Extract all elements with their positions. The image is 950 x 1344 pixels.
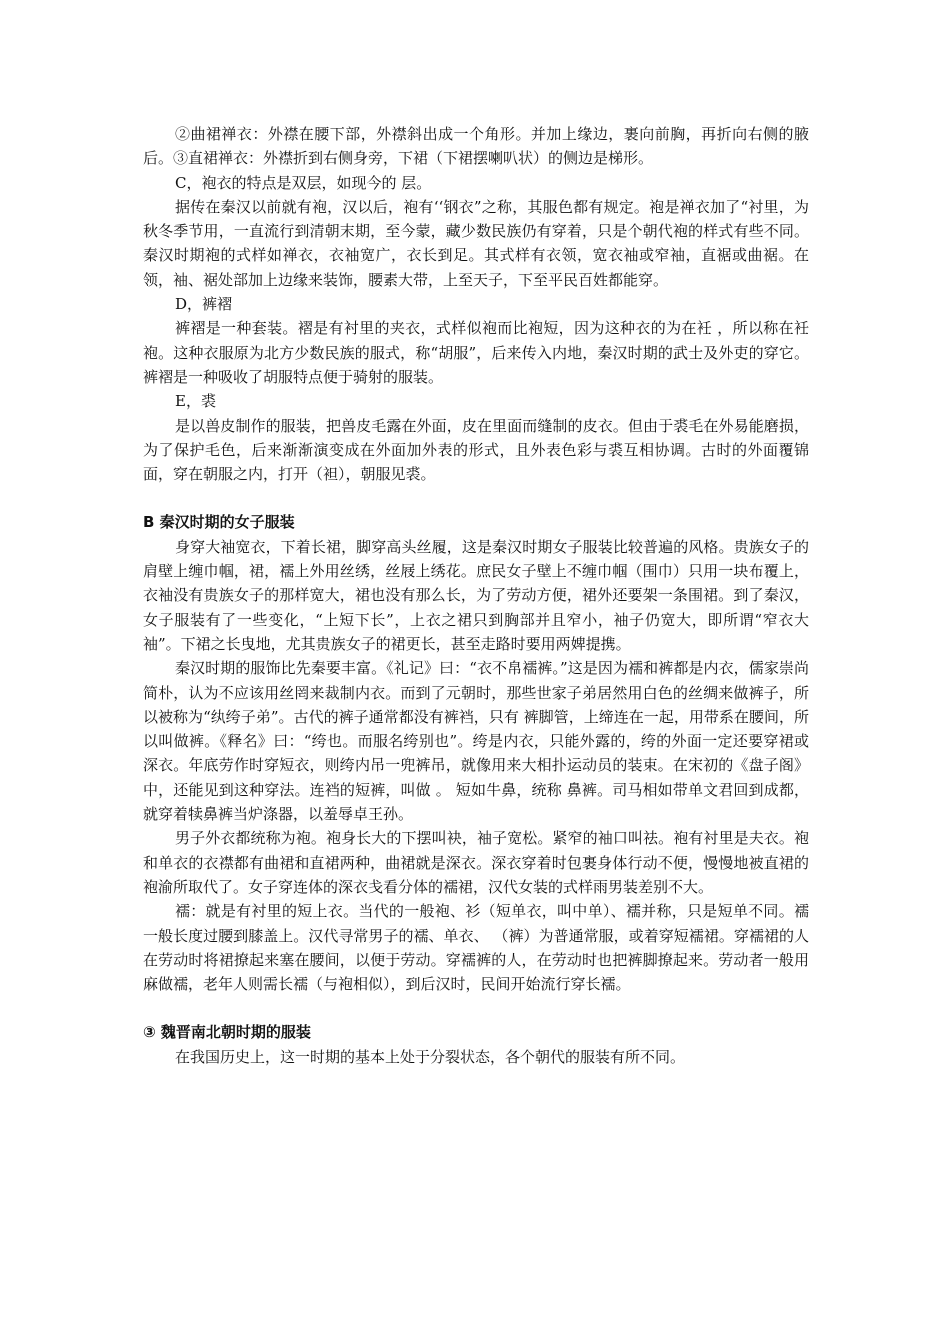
heading-pao: C，袍衣的特点是双层，如现今的 层。 bbox=[175, 173, 432, 192]
document-page bbox=[143, 122, 809, 1069]
paragraph-kuzhe: 裤褶是一种套装。褶是有衬里的夹衣，式样似袍而比袍短，因为这种衣的为在衽 ，所以称在衽袍。这种衣服原为北方少数民族的服式，称“胡服”，后来传入内地，秦汉时期的武士及外吏的穿它。裤褶是一种吸收了胡服特点便于骑射的服装。 bbox=[143, 319, 809, 386]
paragraph-ru: 襦：就是有衬里的短上衣。当代的一般袍、衫（短单衣，叫中单）、襦并称，只是短单不同。襦一般长度过腰到膝盖上。汉代寻常男子的襦、单衣、 （裤）为普通常服，或着穿短襦裙。穿襦裙的人在劳动时将裙撩起来塞在腰间，以便于劳动。穿襦裤的人，在劳动时也把裤脚撩起来。劳动者一般用麻做襦，老年人则需长襦（与袍相似），到后汉时，民间开始流行穿长襦。 bbox=[143, 902, 809, 994]
paragraph-qinhan-fushi: 秦汉时期的服饰比先秦要丰富。《礼记》曰：“衣不帛襦裤。”这是因为襦和裤都是内衣，儒家崇尚简朴，认为不应该用丝罔来裁制内衣。而到了元朝时，那些世家子弟居然用白色的丝绸来做裤子，所以被称为“纨绔子弟”。古代的裤子通常都没有裤裆，只有 裤脚管，上缔连在一起，用带系在腰间，所以叫做裤。《释名》曰：“绔也。而服名绔别也”。绔是内衣，只能外露的，绔的外面一定还要穿裙或深衣。年底劳作时穿短衣，则绔内吊一兜裤吊，就像用来大相扑运动员的装束。在宋初的《盘子阁》中，还能见到这种穿法。连裆的短裤，叫做 。 短如牛鼻，统称 鼻裤。司马相如带单文君回到成都，就穿着犊鼻裤当炉涤器，以羞辱卓王孙。 bbox=[143, 659, 809, 824]
section-gap bbox=[143, 996, 809, 1020]
section-heading-weijin: ③ 魏晋南北朝时期的服装 bbox=[143, 1023, 311, 1042]
paragraph-women-style: 身穿大袖宽衣，下着长裙，脚穿高头丝履，这是秦汉时期女子服装比较普遍的风格。贵族女子的肩壁上缠巾帼，裙，襦上外用丝绣，丝屐上绣花。庶民女子壁上不缠巾帼（围巾）只用一块布覆上，衣袖没有贵族女子的那样宽大，裙也没有那么长，为了劳动方便，裙外还要架一条围裙。到了秦汉，女子服装有了一些变化，“上短下长”，上衣之裙只到胸部并且窄小，袖子仍宽大，即所谓“窄衣大袖”。下裙之长曳地，尤其贵族女子的裙更长，甚至走路时要用两婢提携。 bbox=[143, 537, 809, 653]
paragraph-men-pao: 男子外衣都统称为袍。袍身长大的下摆叫袂，袖子宽松。紧窄的袖口叫祛。袍有衬里是夫衣。袍和单衣的衣襟都有曲裙和直裙两种，曲裙就是深衣。深衣穿着时包裹身体行动不便，慢慢地被直裙的袍渝所取代了。女子穿连体的深衣戋看分体的襦裙，汉代女装的式样雨男装差别不大。 bbox=[143, 829, 809, 896]
heading-kuzhe: D，裤褶 bbox=[175, 295, 233, 314]
paragraph-qiu: 是以兽皮制作的服装，把兽皮毛露在外面，皮在里面而缝制的皮衣。但由于裘毛在外易能磨损，为了保护毛色，后来渐渐演变成在外面加外表的形式，且外表色彩与裘互相协调。古时的外面覆锦面，穿在朝服之内，打开（袒），朝服见裘。 bbox=[143, 416, 809, 484]
paragraph-qujun-chanyi: ②曲裙禅衣：外襟在腰下部，外襟斜出成一个角形。并加上缘边，裹向前胸，再折向右侧的腋后。③直裙禅衣：外襟折到右侧身旁，下裙（下裙摆喇叭状）的侧边是梯形。 bbox=[143, 125, 809, 168]
paragraph-pao: 据传在秦汉以前就有袍，汉以后，袍有‘‘钢衣”之称，其服色都有规定。袍是禅衣加了“衬里，为秋冬季节用，一直流行到清朝末期，至今蒙，藏少数民族仍有穿着，只是个朝代袍的样式有些不同。秦汉时期袍的式样如禅衣，衣袖宽广，衣长到足。其式样有衣领，宽衣袖或窄袖，直裾或曲裾。在领，袖、裾处部加上边缘来装饰，腰素大带，上至天子，下至平民百姓都能穿。 bbox=[143, 197, 809, 289]
heading-qiu: E，裘 bbox=[175, 392, 216, 411]
section-gap bbox=[143, 486, 809, 510]
paragraph-weijin-intro: 在我国历史上，这一时期的基本上处于分裂状态，各个朝代的服装有所不同。 bbox=[175, 1047, 686, 1066]
section-heading-women: B 秦汉时期的女子服装 bbox=[143, 513, 295, 532]
